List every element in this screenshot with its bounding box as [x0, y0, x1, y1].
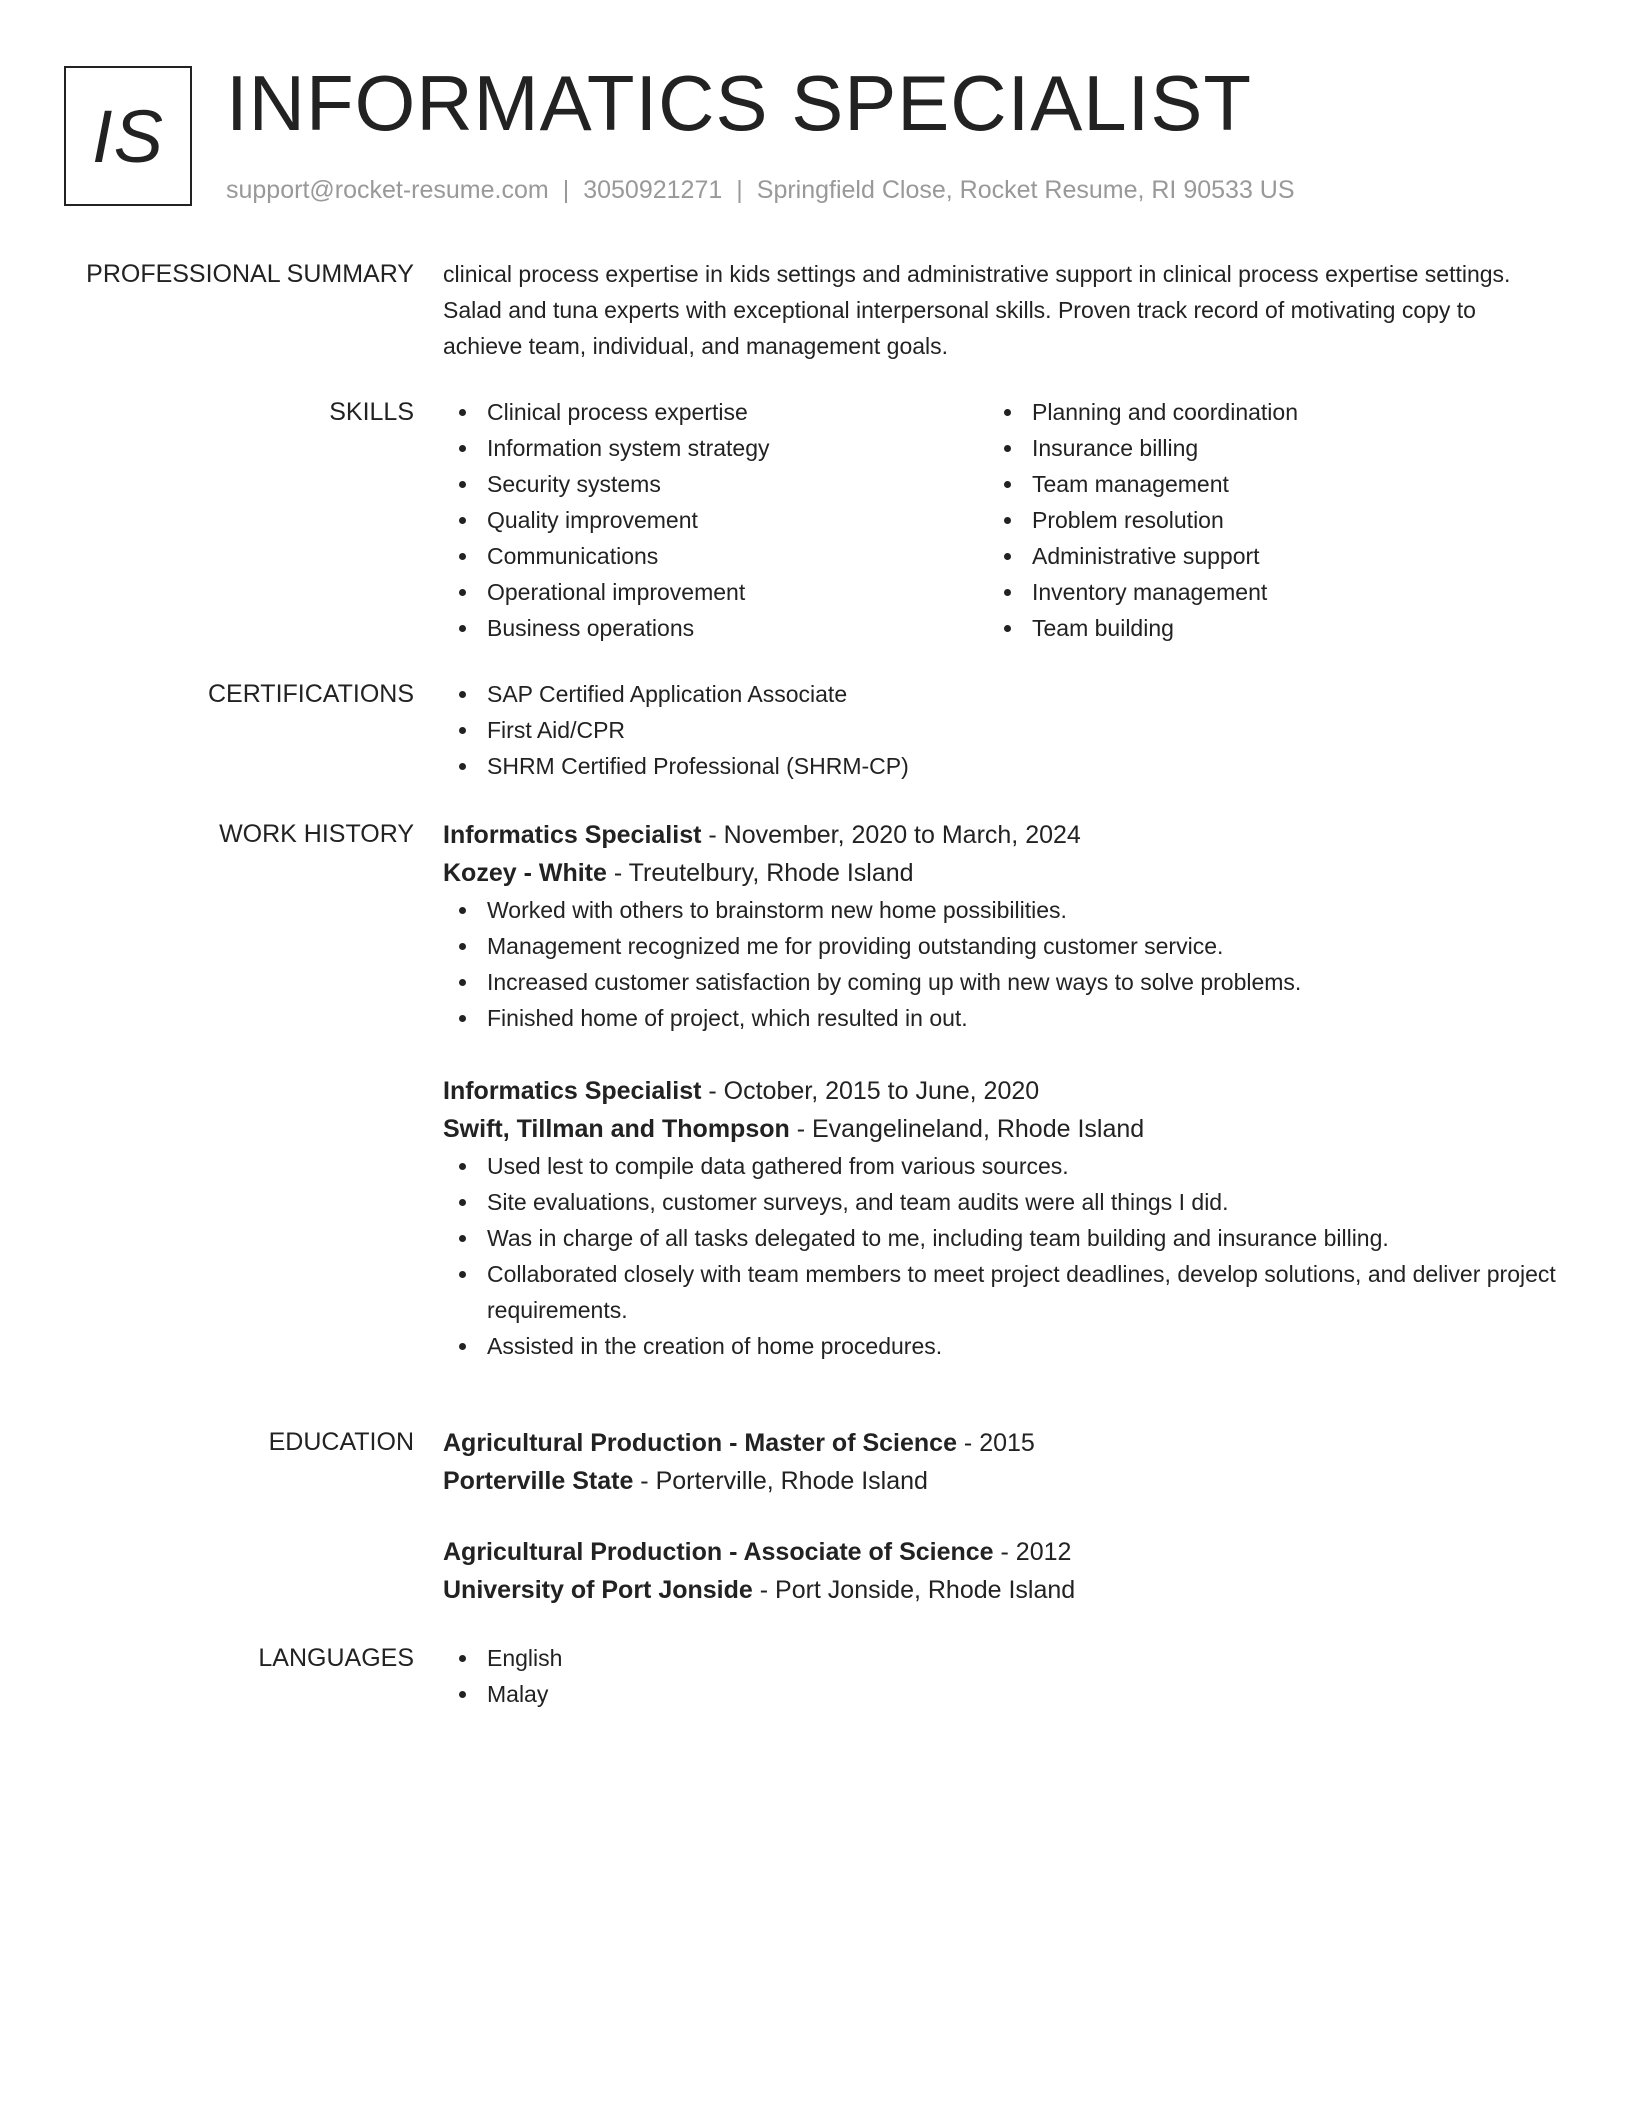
- job-entry: [443, 1072, 1563, 1364]
- work-history-body: [443, 816, 1563, 1364]
- skills-column-left: [443, 394, 988, 646]
- skill-item: Team management: [988, 466, 1533, 502]
- education-degree: Agricultural Production - Master of Science: [443, 1429, 957, 1457]
- section-heading: LANGUAGES: [258, 1644, 414, 1672]
- job-company: Kozey - White: [443, 859, 607, 887]
- monogram-logo: [64, 66, 192, 206]
- job-bullets: [443, 1148, 1563, 1364]
- skill-item: Insurance billing: [988, 430, 1533, 466]
- section-heading: CERTIFICATIONS: [207, 680, 414, 708]
- section-heading: SKILLS: [329, 398, 414, 426]
- job-dates: - October, 2015 to June, 2020: [701, 1077, 1040, 1105]
- job-location: - Evangelineland, Rhode Island: [789, 1115, 1145, 1143]
- section-heading: WORK HISTORY: [219, 820, 414, 848]
- job-bullet: Used lest to compile data gathered from various sources.: [443, 1148, 1563, 1184]
- education-school: Porterville State: [443, 1467, 634, 1495]
- job-dates: - November, 2020 to March, 2024: [701, 821, 1081, 849]
- resume-name: INFORMATICS SPECIALIST: [226, 59, 1253, 147]
- education-degree: Agricultural Production - Associate of Science: [443, 1538, 994, 1566]
- skill-item: Operational improvement: [443, 574, 988, 610]
- skill-item: Planning and coordination: [988, 394, 1533, 430]
- skill-item: Business operations: [443, 610, 988, 646]
- education-school: University of Port Jonside: [443, 1576, 753, 1604]
- skills-column-right: [988, 394, 1533, 646]
- language-item: Malay: [443, 1676, 1563, 1712]
- job-title: Informatics Specialist: [443, 1077, 702, 1105]
- job-bullet: Increased customer satisfaction by coming up with new ways to solve problems.: [443, 964, 1563, 1000]
- skill-item: Inventory management: [988, 574, 1533, 610]
- skill-item: Problem resolution: [988, 502, 1533, 538]
- job-bullets: [443, 892, 1563, 1036]
- contact-line: [226, 174, 1295, 206]
- education-school-line: [443, 1462, 1563, 1500]
- contact-email: support@rocket-resume.com: [226, 176, 549, 204]
- job-bullet: Assisted in the creation of home procedures.: [443, 1328, 1563, 1364]
- education-body: [443, 1424, 1563, 1609]
- certification-item: First Aid/CPR: [443, 712, 1563, 748]
- skill-item: Information system strategy: [443, 430, 988, 466]
- skill-item: Administrative support: [988, 538, 1533, 574]
- job-bullet: Management recognized me for providing outstanding customer service.: [443, 928, 1563, 964]
- job-company-line: [443, 1110, 1563, 1148]
- education-entry: [443, 1533, 1563, 1609]
- education-entry: [443, 1424, 1563, 1500]
- summary-text: clinical process expertise in kids settings and administrative support in clinical process expertise settings. Salad and tuna experts with exceptional interpersonal skills. Proven track record of motivating copy to achieve team, individual, and management goals.: [443, 261, 1511, 359]
- job-title-line: [443, 816, 1563, 854]
- job-company: Swift, Tillman and Thompson: [443, 1115, 790, 1143]
- education-year: - 2012: [993, 1538, 1072, 1566]
- education-location: - Port Jonside, Rhode Island: [752, 1576, 1076, 1604]
- job-title: Informatics Specialist: [443, 821, 702, 849]
- certification-item: SAP Certified Application Associate: [443, 676, 1563, 712]
- monogram-initials: IS: [92, 94, 164, 178]
- education-degree-line: [443, 1424, 1563, 1462]
- contact-separator: |: [562, 176, 570, 204]
- job-entry: [443, 816, 1563, 1036]
- job-bullet: Worked with others to brainstorm new home possibilities.: [443, 892, 1563, 928]
- education-school-line: [443, 1571, 1563, 1609]
- certifications-body: [443, 676, 1563, 784]
- skill-item: Team building: [988, 610, 1533, 646]
- education-location: - Porterville, Rhode Island: [633, 1467, 928, 1495]
- section-heading: EDUCATION: [268, 1428, 414, 1456]
- skill-item: Clinical process expertise: [443, 394, 988, 430]
- job-location: - Treutelbury, Rhode Island: [606, 859, 914, 887]
- skill-item: Security systems: [443, 466, 988, 502]
- job-bullet: Collaborated closely with team members to meet project deadlines, develop solutions, and deliver project requirements.: [443, 1256, 1563, 1328]
- contact-separator: |: [736, 176, 743, 204]
- certification-item: SHRM Certified Professional (SHRM-CP): [443, 748, 1563, 784]
- job-bullet: Finished home of project, which resulted in out.: [443, 1000, 1563, 1036]
- skill-item: Quality improvement: [443, 502, 988, 538]
- skill-item: Communications: [443, 538, 988, 574]
- job-bullet: Site evaluations, customer surveys, and team audits were all things I did.: [443, 1184, 1563, 1220]
- job-title-line: [443, 1072, 1563, 1110]
- section-heading: PROFESSIONAL SUMMARY: [86, 260, 414, 288]
- contact-phone: 3050921271: [583, 176, 723, 204]
- contact-address: Springfield Close, Rocket Resume, RI 90533 US: [756, 176, 1295, 204]
- job-bullet: Was in charge of all tasks delegated to me, including team building and insurance billing.: [443, 1220, 1563, 1256]
- skills-body: [443, 394, 1563, 646]
- language-item: English: [443, 1640, 1563, 1676]
- languages-body: [443, 1640, 1563, 1712]
- job-company-line: [443, 854, 1563, 892]
- education-degree-line: [443, 1533, 1563, 1571]
- education-year: - 2015: [956, 1429, 1035, 1457]
- summary-body: [443, 256, 1523, 364]
